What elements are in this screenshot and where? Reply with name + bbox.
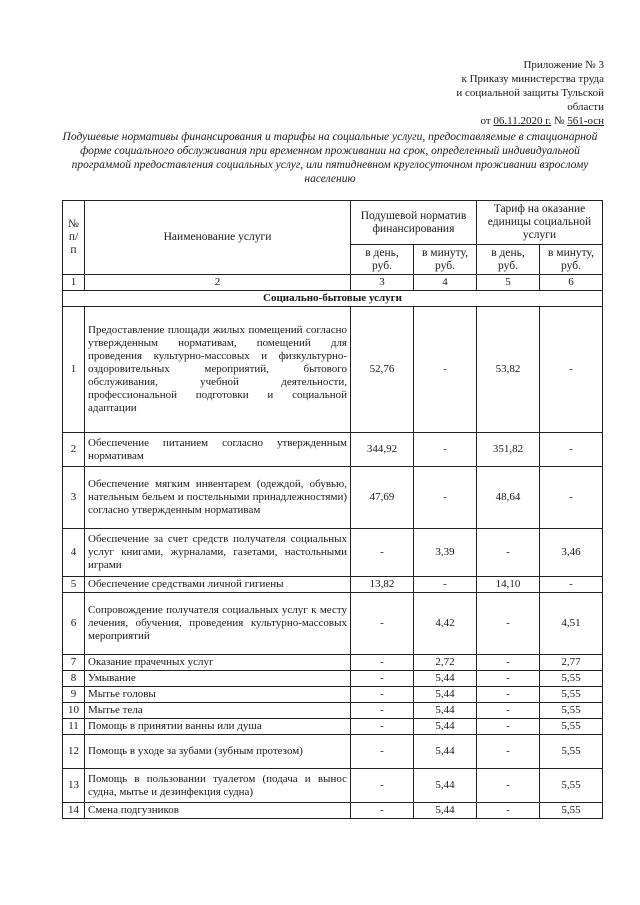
tariff-per-minute: 5,55 <box>540 703 603 719</box>
tariff-per-minute: - <box>540 307 603 433</box>
row-number: 9 <box>63 687 85 703</box>
order-number: 561-осн <box>567 115 604 127</box>
norm-per-day: 344,92 <box>351 433 414 467</box>
column-number: 1 <box>63 275 85 291</box>
header-tariff-group: Тариф на оказание единицы социальной услуги <box>477 201 603 245</box>
tariff-per-minute: - <box>540 433 603 467</box>
column-number: 3 <box>351 275 414 291</box>
norm-per-day: - <box>351 687 414 703</box>
tariff-per-day: - <box>477 655 540 671</box>
norm-per-minute: 2,72 <box>414 655 477 671</box>
row-number: 6 <box>63 593 85 655</box>
service-name: Помощь в пользовании туалетом (подача и вынос судна, мытье и дезинфекция судна) <box>85 769 351 803</box>
row-number: 12 <box>63 735 85 769</box>
tariff-per-day: - <box>477 703 540 719</box>
tariff-per-day: - <box>477 593 540 655</box>
table-row <box>63 433 603 467</box>
header-tariff-per-minute: в минуту, руб. <box>540 245 603 275</box>
norm-per-day: - <box>351 593 414 655</box>
tariff-per-day: - <box>477 671 540 687</box>
service-name: Помощь в принятии ванны или душа <box>85 719 351 735</box>
norm-per-day: - <box>351 529 414 577</box>
norm-per-minute: 5,44 <box>414 735 477 769</box>
document-title: Подушевые нормативы финансирования и тарифы на социальные услуги, предоставляемые в стационарной форме социального обслуживания при временном проживании на срок, определенный индивидуальной программой предоставления социальных услуг, или пятидневном круглосуточном проживании взрослому населению <box>62 131 598 185</box>
header-norm-per-minute: в минуту, руб. <box>414 245 477 275</box>
table-row <box>63 703 603 719</box>
row-number: 2 <box>63 433 85 467</box>
tariff-per-minute: 5,55 <box>540 803 603 819</box>
tariff-per-minute: 2,77 <box>540 655 603 671</box>
appendix-line-1: Приложение № 3 <box>523 59 604 71</box>
norm-per-day: - <box>351 769 414 803</box>
row-number: 10 <box>63 703 85 719</box>
header-norm-group: Подушевой норматив финансирования <box>351 201 477 245</box>
row-number: 14 <box>63 803 85 819</box>
norm-per-day: - <box>351 719 414 735</box>
table-row <box>63 687 603 703</box>
table-row <box>63 719 603 735</box>
row-number: 4 <box>63 529 85 577</box>
tariff-per-day: - <box>477 803 540 819</box>
norm-per-day: 52,76 <box>351 307 414 433</box>
service-name: Мытье тела <box>85 703 351 719</box>
table-row <box>63 529 603 577</box>
norm-per-day: - <box>351 703 414 719</box>
table-row <box>63 671 603 687</box>
norm-per-day: - <box>351 655 414 671</box>
tariff-per-day: 351,82 <box>477 433 540 467</box>
tariff-per-day: 14,10 <box>477 577 540 593</box>
order-prefix: от <box>480 115 491 127</box>
table-row <box>63 577 603 593</box>
tariff-per-minute: 5,55 <box>540 735 603 769</box>
row-number: 3 <box>63 467 85 529</box>
order-reference <box>456 114 604 128</box>
row-number: 5 <box>63 577 85 593</box>
table-row <box>63 655 603 671</box>
tariff-per-minute: 5,55 <box>540 671 603 687</box>
norm-per-minute: 5,44 <box>414 703 477 719</box>
service-name: Обеспечение средствами личной гигиены <box>85 577 351 593</box>
appendix-line-4: области <box>567 101 604 113</box>
order-date: 06.11.2020 г. <box>493 115 552 127</box>
tariff-per-minute: 5,55 <box>540 719 603 735</box>
service-name: Сопровождение получателя социальных услуг к месту лечения, обучения, проведения культурно-массовых мероприятий <box>85 593 351 655</box>
norm-per-day: 47,69 <box>351 467 414 529</box>
table-row <box>63 735 603 769</box>
service-name: Смена подгузников <box>85 803 351 819</box>
tariff-per-day: 53,82 <box>477 307 540 433</box>
service-name: Обеспечение за счет средств получателя социальных услуг книгами, журналами, газетами, настольными играми <box>85 529 351 577</box>
service-name: Предоставление площади жилых помещений согласно утвержденным нормативам, помещений для проведения культурно-массовых и физкультурно-оздоровительных мероприятий, бытового обслуживания, учебной деятельности, профессиональной подготовки и социальной адаптации <box>85 307 351 433</box>
tariff-per-day: 48,64 <box>477 467 540 529</box>
table-row <box>63 769 603 803</box>
norm-per-minute: - <box>414 467 477 529</box>
norm-per-minute: 4,42 <box>414 593 477 655</box>
service-name: Обеспечение мягким инвентарем (одеждой, обувью, нательным бельем и постельными принадлежностями) согласно утвержденным нормативам <box>85 467 351 529</box>
table-row <box>63 467 603 529</box>
table-row <box>63 307 603 433</box>
tariff-per-day: - <box>477 529 540 577</box>
table-row <box>63 593 603 655</box>
section-heading: Социально-бытовые услуги <box>63 291 603 307</box>
table-row <box>63 803 603 819</box>
row-number: 7 <box>63 655 85 671</box>
header-tariff-per-day: в день, руб. <box>477 245 540 275</box>
service-name: Мытье головы <box>85 687 351 703</box>
norm-per-minute: 5,44 <box>414 769 477 803</box>
tariff-per-minute: 5,55 <box>540 687 603 703</box>
column-number: 6 <box>540 275 603 291</box>
column-number: 2 <box>85 275 351 291</box>
tariff-per-day: - <box>477 735 540 769</box>
norm-per-minute: 5,44 <box>414 687 477 703</box>
order-no-prefix: № <box>554 115 565 127</box>
tariff-per-minute: 4,51 <box>540 593 603 655</box>
norm-per-minute: 5,44 <box>414 671 477 687</box>
norm-per-day: - <box>351 803 414 819</box>
service-name: Оказание прачечных услуг <box>85 655 351 671</box>
column-number: 5 <box>477 275 540 291</box>
row-number: 11 <box>63 719 85 735</box>
tariffs-table <box>62 200 603 819</box>
row-number: 8 <box>63 671 85 687</box>
norm-per-minute: 3,39 <box>414 529 477 577</box>
appendix-header <box>456 58 604 128</box>
norm-per-minute: 5,44 <box>414 719 477 735</box>
tariff-per-minute: - <box>540 577 603 593</box>
column-number: 4 <box>414 275 477 291</box>
service-name: Помощь в уходе за зубами (зубным протезом) <box>85 735 351 769</box>
tariff-per-minute: 3,46 <box>540 529 603 577</box>
appendix-line-3: и социальной защиты Тульской <box>456 87 604 99</box>
header-norm-per-day: в день, руб. <box>351 245 414 275</box>
row-number: 13 <box>63 769 85 803</box>
row-number: 1 <box>63 307 85 433</box>
norm-per-day: - <box>351 735 414 769</box>
appendix-line-2: к Приказу министерства труда <box>461 73 604 85</box>
tariff-per-minute: 5,55 <box>540 769 603 803</box>
header-no: № п/п <box>63 201 85 275</box>
norm-per-day: - <box>351 671 414 687</box>
tariff-per-day: - <box>477 687 540 703</box>
norm-per-minute: - <box>414 307 477 433</box>
norm-per-day: 13,82 <box>351 577 414 593</box>
service-name: Обеспечение питанием согласно утвержденным нормативам <box>85 433 351 467</box>
header-name: Наименование услуги <box>85 201 351 275</box>
norm-per-minute: - <box>414 433 477 467</box>
tariff-per-minute: - <box>540 467 603 529</box>
service-name: Умывание <box>85 671 351 687</box>
tariff-per-day: - <box>477 769 540 803</box>
norm-per-minute: - <box>414 577 477 593</box>
norm-per-minute: 5,44 <box>414 803 477 819</box>
tariff-per-day: - <box>477 719 540 735</box>
